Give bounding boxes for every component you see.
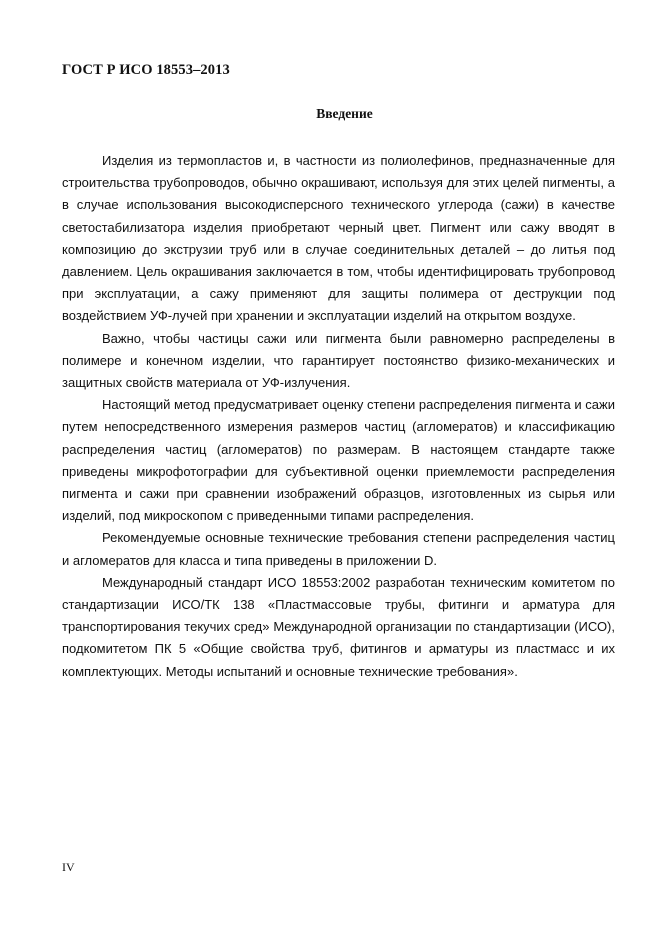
paragraph-5: Международный стандарт ИСО 18553:2002 разработан техническим комитетом по стандартизации ИСО/ТК 138 «Пластмассовые трубы, фитинги и арматура для транспортирования текучих сред» Международной организации по стандартизации (ИСО), подкомитетом ПК 5 «Общие свойства труб, фитингов и арматуры из пластмасс и их комплектующих. Методы испытаний и основные технические требования». (62, 574, 615, 679)
page-number: IV (62, 860, 75, 874)
paragraph-2: Важно, чтобы частицы сажи или пигмента были равномерно распределены в полимере и конечном изделии, что гарантирует постоянство физико-механических и защитных свойств материала от УФ-излучения. (62, 330, 615, 391)
paragraph-3: Настоящий метод предусматривает оценку степени распределения пигмента и сажи путем непосредственного измерения размеров частиц (агломератов) и классификацию распределения частиц (агломератов) по размерам. В настоящем стандарте также приведены микрофотографии для субъективной оценки приемлемости распределения пигмента и сажи при сравнении изображений образцов, изготовленных из сырья или изделий, под микроскопом с приведенными типами распределения. (62, 397, 615, 524)
document-body (62, 150, 615, 683)
section-title: Введение (316, 106, 373, 121)
paragraph-4: Рекомендуемые основные технические требования степени распределения частиц и агломератов для класса и типа приведены в приложении D. (62, 530, 615, 568)
paragraph-1: Изделия из термопластов и, в частности из полиолефинов, предназначенные для строительства трубопроводов, обычно окрашивают, используя для этих целей пигменты, а в случае использования высокодисперсного технического углерода (сажи) в качестве светостабилизатора изделия приобретают черный цвет. Пигмент или сажу вводят в композицию до экструзии труб или в случае соединительных деталей – до литья под давлением. Цель окрашивания заключается в том, чтобы идентифицировать трубопровод при эксплуатации, а сажу применяют для защиты полимера от деструкции под воздействием УФ-лучей при хранении и эксплуатации изделий на открытом воздухе. (62, 153, 615, 324)
document-header: ГОСТ Р ИСО 18553–2013 (62, 62, 230, 78)
